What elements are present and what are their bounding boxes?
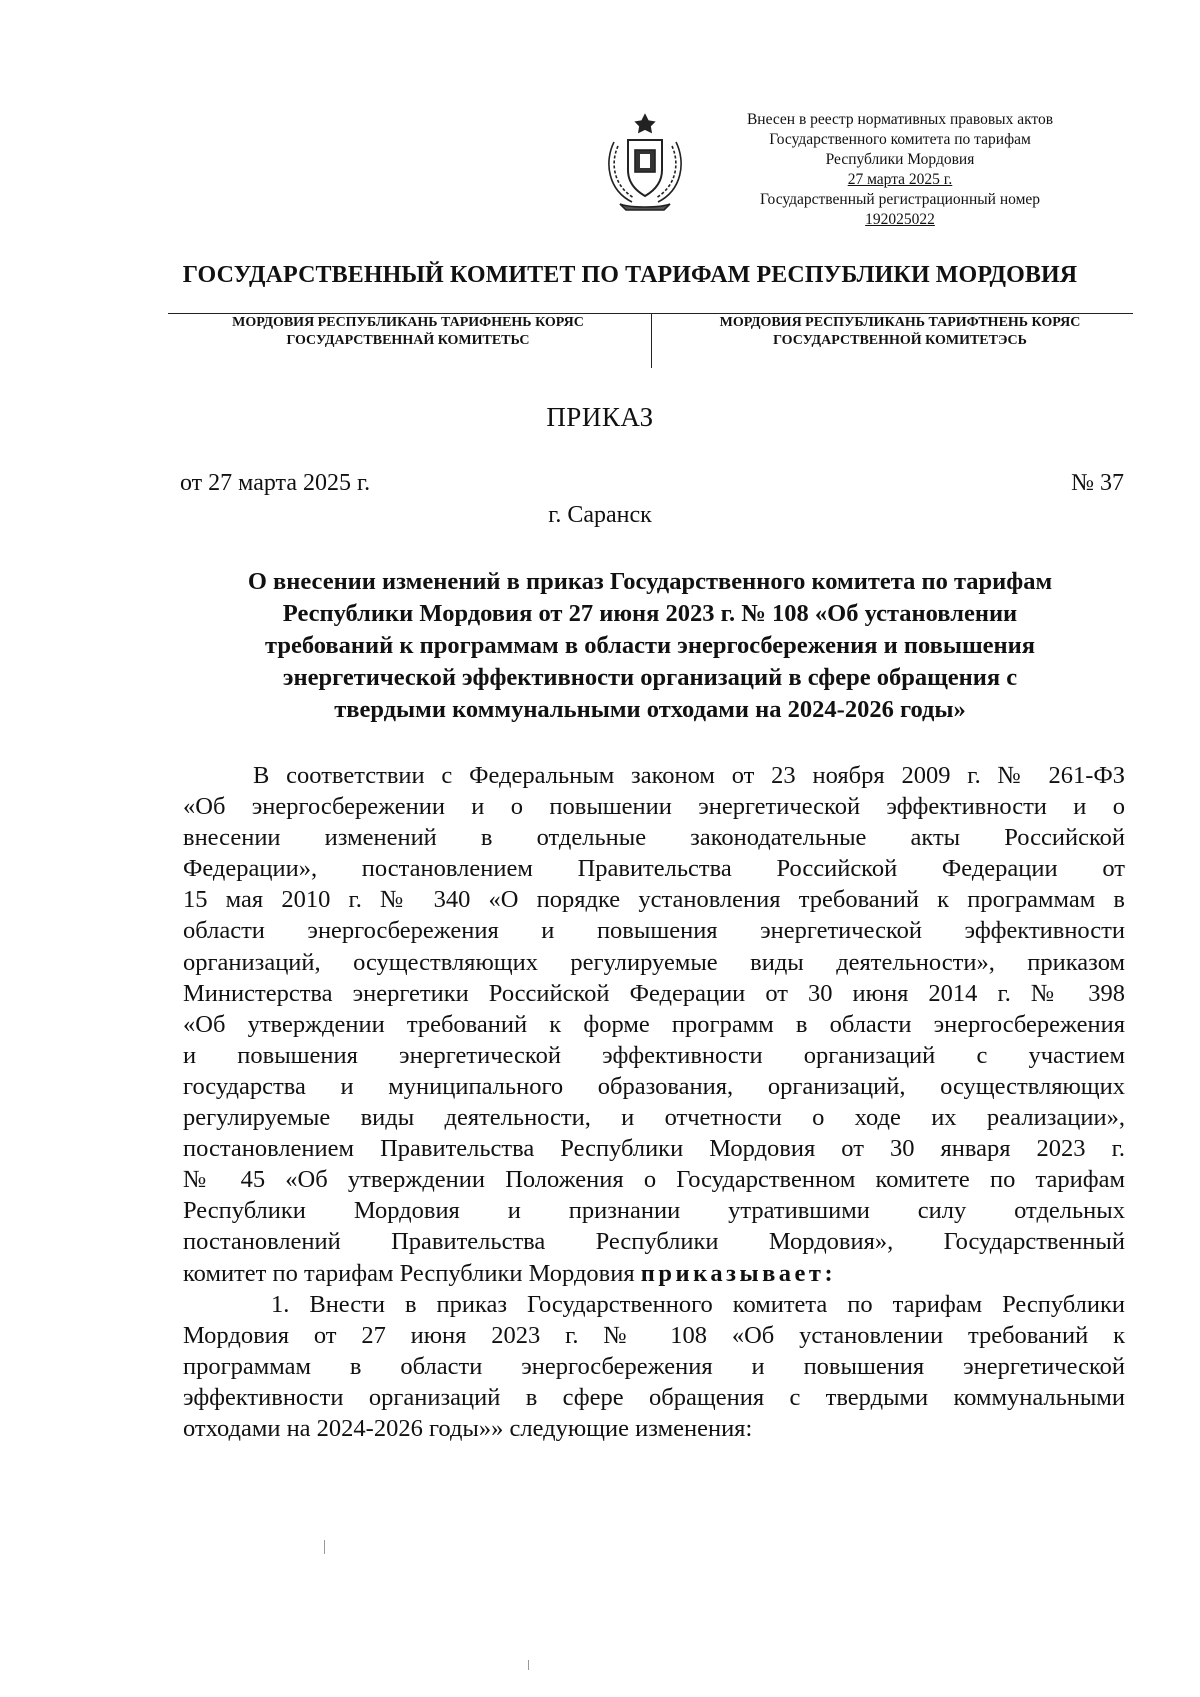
document-type: ПРИКАЗ <box>546 402 654 432</box>
registry-line: Государственный регистрационный номер <box>759 191 1041 208</box>
body-line: отходами на 2024-2026 годы»» следующие изменения: <box>183 1414 753 1442</box>
registry-date: 27 марта 2025 г. <box>847 171 953 188</box>
document-body <box>183 760 1125 1444</box>
body-line: области энергосбережения и повышения энергетической эффективности <box>183 917 1125 945</box>
body-line: Мордовия от 27 июня 2023 г. № 108 «Об установлении требований к <box>183 1321 1125 1349</box>
document-heading <box>180 566 1120 726</box>
document-city: г. Саранск <box>548 502 652 528</box>
body-line: эффективности организаций в сфере обращения с твердыми коммунальными <box>183 1383 1125 1411</box>
heading-line: требований к программам в области энергосбережения и повышения <box>264 632 1036 659</box>
body-line: постановлений Правительства Республики Мордовия», Государственный <box>183 1228 1125 1256</box>
scan-artifact <box>528 1660 529 1670</box>
registry-number: 192025022 <box>865 211 935 228</box>
body-line: «Об энергосбережении и о повышении энергетической эффективности и о <box>183 793 1125 821</box>
document-date: от 27 марта 2025 г. <box>180 470 371 496</box>
registry-line: Республики Мордовия <box>825 151 975 168</box>
body-line: государства и муниципального образования, организаций, осуществляющих <box>183 1072 1125 1100</box>
body-line: Республики Мордовия и признании утратившими силу отдельных <box>183 1197 1125 1225</box>
registry-line: Внесен в реестр нормативных правовых актов <box>746 111 1054 128</box>
body-line: 1. Внести в приказ Государственного комитета по тарифам Республики <box>271 1290 1125 1318</box>
preamble-paragraph <box>183 760 1125 1289</box>
body-line: № 45 «Об утверждении Положения о Государственном комитете по тарифам <box>183 1166 1125 1194</box>
clause-1-paragraph <box>183 1289 1125 1444</box>
body-line: программам в области энергосбережения и повышения энергетической <box>183 1352 1125 1380</box>
body-line: внесении изменений в отдельные законодательные акты Российской <box>183 824 1125 852</box>
coat-of-arms-emblem <box>600 112 690 212</box>
body-line: 15 мая 2010 г. № 340 «О порядке установления требований к программам в <box>183 886 1125 914</box>
registry-note <box>700 110 1100 230</box>
committee-subtitle-right <box>665 314 1135 350</box>
body-line: В соответствии с Федеральным законом от 23 ноября 2009 г. № 261-ФЗ <box>253 762 1125 789</box>
registry-line: Государственного комитета по тарифам <box>769 131 1031 148</box>
heading-line: твердыми коммунальными отходами на 2024-2026 годы» <box>334 696 966 723</box>
body-line: Федерации», постановлением Правительства Российской Федерации от <box>183 855 1125 883</box>
heading-line: Республики Мордовия от 27 июня 2023 г. № 108 «Об установлении <box>282 600 1018 627</box>
body-line: Министерства энергетики Российской Федерации от 30 июня 2014 г. № 398 <box>183 979 1125 1007</box>
scan-artifact <box>324 1540 325 1554</box>
heading-line: О внесении изменений в приказ Государственного комитета по тарифам <box>247 568 1053 595</box>
body-line: «Об утверждении требований к форме программ в области энергосбережения <box>183 1010 1125 1038</box>
body-line: организаций, осуществляющих регулируемые виды деятельности», приказом <box>183 948 1125 976</box>
header-vertical-divider <box>651 314 652 368</box>
body-line: постановлением Правительства Республики Мордовия от 30 января 2023 г. <box>183 1135 1125 1163</box>
document-number: № 37 <box>1071 470 1124 496</box>
subtitle-line: МОРДОВИЯ РЕСПУБЛИКАНЬ ТАРИФТНЕНЬ КОРЯС <box>719 315 1081 330</box>
body-line: регулируемые виды деятельности, и отчетности о ходе их реализации», <box>183 1104 1125 1132</box>
body-line-text: комитет по тарифам Республики Мордовия <box>183 1259 635 1287</box>
subtitle-line: ГОСУДАРСТВЕННАЙ КОМИТЕТЬС <box>286 333 530 348</box>
committee-subtitle-left <box>178 314 638 350</box>
body-line: и повышения энергетической эффективности организаций с участием <box>183 1041 1125 1069</box>
heading-line: энергетической эффективности организаций в сфере обращения с <box>282 664 1018 691</box>
subtitle-line: МОРДОВИЯ РЕСПУБЛИКАНЬ ТАРИФНЕНЬ КОРЯС <box>232 315 584 330</box>
body-line-last <box>183 1258 1125 1289</box>
subtitle-line: ГОСУДАРСТВЕННОЙ КОМИТЕТЭСЬ <box>773 333 1027 348</box>
order-keyword: приказывает: <box>640 1259 837 1287</box>
committee-title: ГОСУДАРСТВЕННЫЙ КОМИТЕТ ПО ТАРИФАМ РЕСПУБЛИКИ МОРДОВИЯ <box>182 262 1078 288</box>
